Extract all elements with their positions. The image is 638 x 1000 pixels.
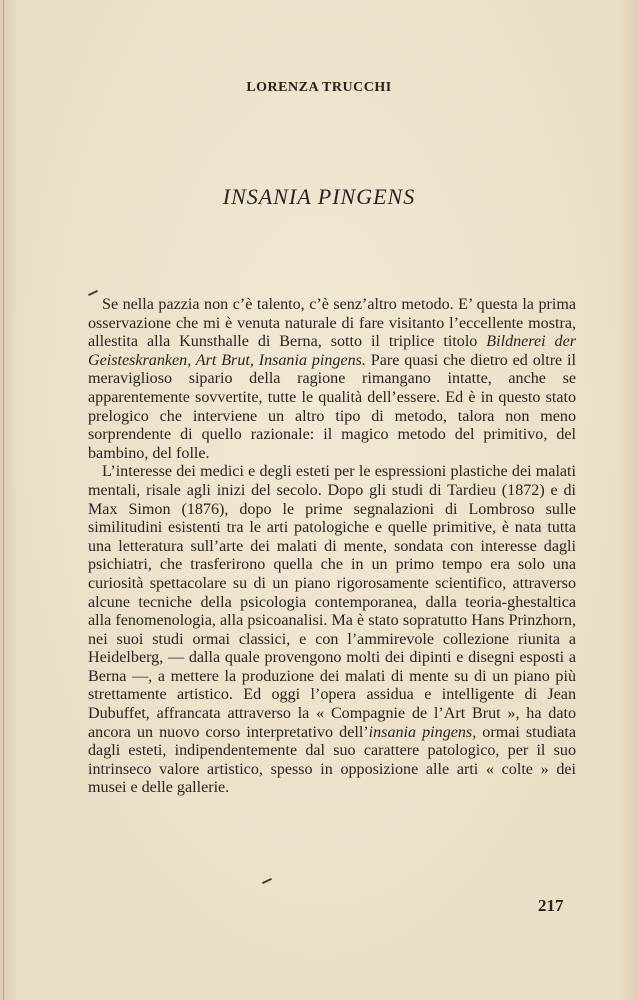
text-run: Pare quasi che dietro ed oltre il meraviglioso sipario della ragione rimangano intatte, anche se apparentemente sovvertite, tutte le qualità dell’essere. Ed è in questo stato prelogico che interviene un altro tipo di metodo, talora non meno sorprendente di quello razionale: il magico metodo del primitivo, del bambino, del folle. <box>88 351 576 462</box>
text-run: L’interesse dei medici e degli esteti per le espressioni plastiche dei malati mentali, risale agli inizi del secolo. Dopo gli studi di Tardieu (1872) e di Max Simon (1876), dopo le prime segnalazioni di Lombroso sulle similitudini esistenti tra le arti patologiche e quelle primitive, è nata tutta una letteratura sull’arte dei malati di mente, sondata con interesse dagli psichiatri, che trasferirono quella che in un primo tempo era solo una curiosità spettacolare su di un piano rigorosamente scientifico, attraverso alcune tecniche della psicologia contemporanea, dalla teoria-ghestaltica alla fenomenologia, alla psicoanalisi. Ma è stato sopratutto Hans Prinzhorn, nei suoi studi ormai classici, e con l’ammirevole collezione riunita a Heidelberg, — dalla quale provengono molti dei dipinti e disegni esposti a Berna —, a mettere la produzione dei malati di mente su di un piano più strettamente artistico. Ed oggi l’opera assidua e intelligente di Jean Dubuffet, affrancata attraverso la « Compagnie de l’Art Brut », ha dato ancora un nuovo corso interpretativo dell’ <box>88 463 576 741</box>
author-heading: LORENZA TRUCCHI <box>246 80 392 95</box>
paragraph-2 <box>88 463 576 798</box>
text-run: ormai studiata dagli esteti, indipendentemente dal suo carattere patologico, per il suo intrinseco valore artistico, spesso in opposizione alle arti « colte » dei musei e delle gallerie. <box>88 723 576 797</box>
italic-text: Bildnerei der Geisteskranken, Art Brut, Insania pingens. <box>88 333 576 369</box>
paragraph-1 <box>88 296 576 463</box>
article-body <box>88 296 576 798</box>
article-title: INSANIA PINGENS <box>222 184 416 209</box>
page-edge <box>3 0 4 1000</box>
italic-text: insania pingens, <box>368 723 477 741</box>
page-number: 217 <box>538 896 564 915</box>
pencil-mark <box>262 878 272 884</box>
text-run: Se nella pazzia non c’è talento, c’è senz’altro metodo. E’ questa la prima osservazione che mi è venuta naturale di fare visitanto l’eccellente mostra, allestita alla Kunsthalle di Berna, sotto il triplice titolo <box>88 296 576 351</box>
